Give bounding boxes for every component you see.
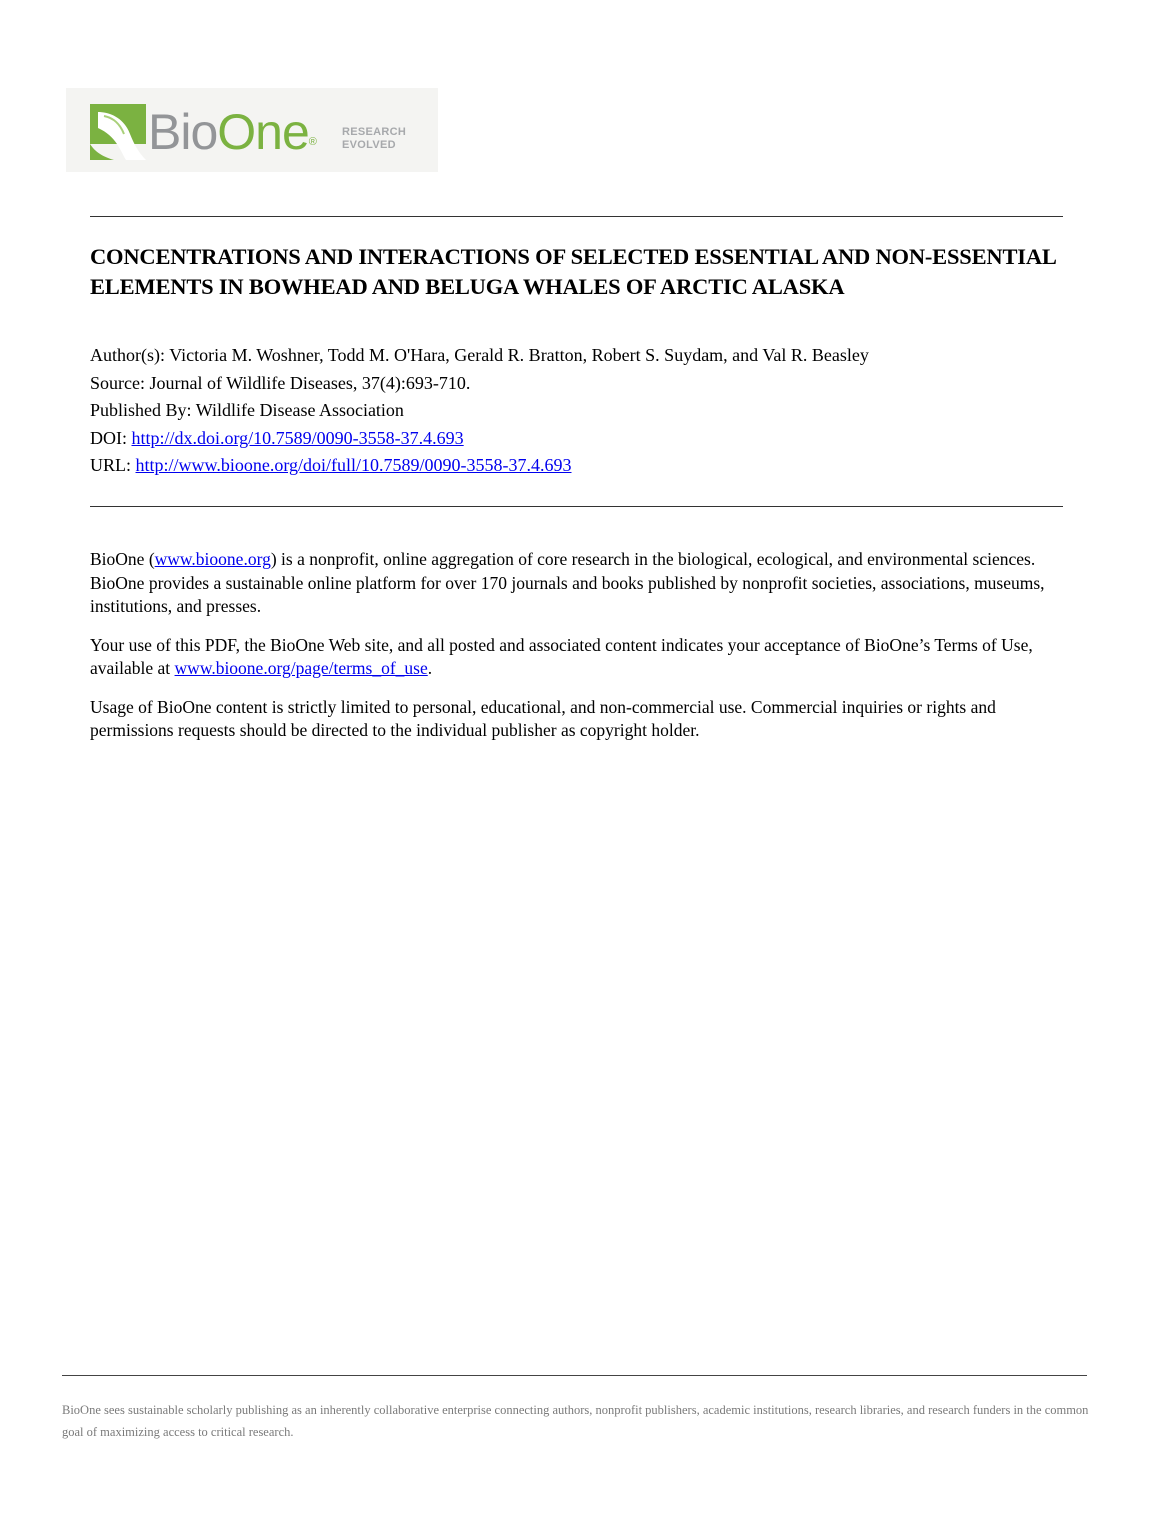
doi-label: DOI: <box>90 427 127 448</box>
authors-line <box>90 342 1090 370</box>
notice-p2-end: . <box>427 658 433 678</box>
notice-p1-start: BioOne ( <box>90 549 155 569</box>
logo-registered-mark: ® <box>308 136 316 148</box>
publisher-line <box>90 397 1090 425</box>
logo-tagline-line2: EVOLVED <box>342 139 396 151</box>
bioone-notice <box>90 548 1050 758</box>
logo-word-one: One <box>217 104 309 160</box>
publisher-label: Published By: <box>90 400 192 420</box>
publisher-value: Wildlife Disease Association <box>195 400 404 420</box>
notice-paragraph-usage: Usage of BioOne content is strictly limited to personal, educational, and non-commercial use. Commercial inquiries or rights and permissions requests should be directed to the individual publisher as copyright holder. <box>90 696 996 740</box>
footer-divider <box>62 1375 1087 1376</box>
logo-tagline <box>342 126 406 152</box>
url-line <box>90 452 1090 480</box>
logo-wordmark <box>148 104 316 160</box>
notice-paragraph-terms <box>90 634 1050 681</box>
source-line <box>90 370 1090 398</box>
source-label: Source: <box>90 372 145 393</box>
authors-value: Victoria M. Woshner, Todd M. O'Hara, Gerald R. Bratton, Robert S. Suydam, and Val R. Beasley <box>169 345 869 365</box>
bioone-home-link[interactable]: www.bioone.org <box>154 549 271 569</box>
notice-p1-rest: ) is a nonprofit, online aggregation of core research in the biological, ecological, and environmental sciences. BioOne provides a sustainable online platform for over 170 journals and books published by nonprofit societies, associations, museums, institutions, and presses. <box>90 549 1045 616</box>
terms-of-use-link[interactable]: www.bioone.org/page/terms_of_use <box>174 658 428 678</box>
doi-line <box>90 425 1090 453</box>
doi-link[interactable]: http://dx.doi.org/10.7589/0090-3558-37.4.693 <box>131 427 464 448</box>
notice-paragraph-about <box>90 548 1050 619</box>
article-url-link[interactable]: http://www.bioone.org/doi/full/10.7589/0090-3558-37.4.693 <box>135 455 572 475</box>
authors-label: Author(s): <box>90 345 165 365</box>
article-metadata <box>90 342 1090 480</box>
bioone-leaf-icon <box>90 104 146 160</box>
bioone-logo <box>66 88 438 172</box>
notice-p2-start: Your use of this PDF, the BioOne Web site, and all posted and associated content indicates your acceptance of BioOne’s Terms of Use, available at <box>90 634 1033 678</box>
logo-tagline-line1: RESEARCH <box>342 126 407 138</box>
top-divider <box>90 216 1063 217</box>
article-title: CONCENTRATIONS AND INTERACTIONS OF SELECTED ESSENTIAL AND NON-ESSENTIAL ELEMENTS IN BOWHEAD AND BELUGA WHALES OF ARCTIC ALASKA <box>90 244 1056 299</box>
middle-divider <box>90 506 1063 507</box>
footer-statement: BioOne sees sustainable scholarly publishing as an inherently collaborative enterprise connecting authors, nonprofit publishers, academic institutions, research libraries, and research funders in the common goal of maximizing access to critical research. <box>62 1403 1089 1439</box>
source-value: Journal of Wildlife Diseases, 37(4):693-710. <box>149 372 471 393</box>
logo-word-bio: Bio <box>148 104 218 160</box>
url-label: URL: <box>90 455 132 475</box>
